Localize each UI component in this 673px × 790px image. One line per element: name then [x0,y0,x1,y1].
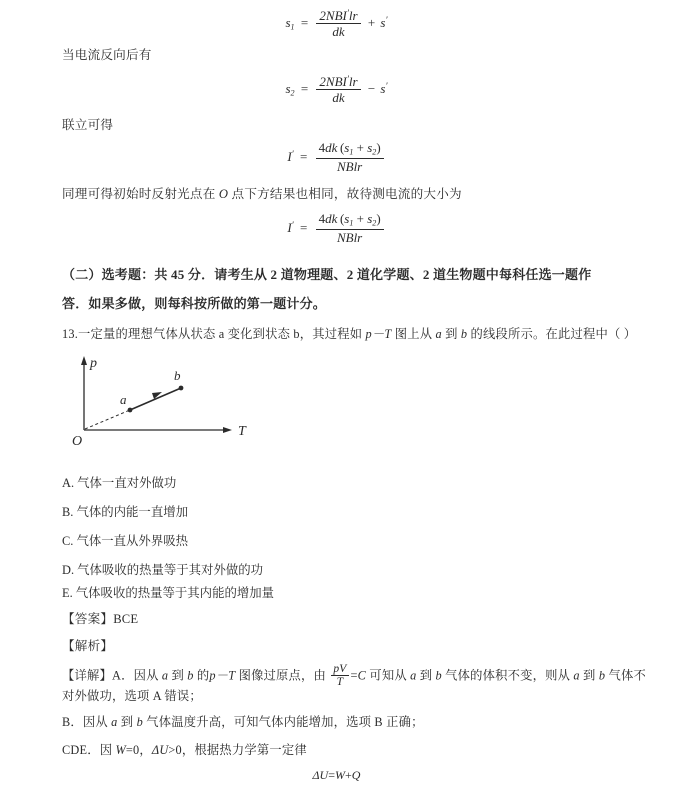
detail-line-2: 对外做功，选项 A 错误； [62,689,202,703]
detail-1p: 气体不 [605,668,646,683]
denominator: NBlr [336,158,363,174]
stem-part-4: 的线段所示。在此过程中（ ） [467,327,637,341]
formula-s1-tail: s′ [380,15,388,31]
detail-1l: 气体的体积不变，则从 [441,668,574,683]
denominator: NBlr [336,229,363,245]
detail-line-3 [62,716,424,728]
option-A-text: 气体一直对外做功 [77,476,177,490]
option-B[interactable] [62,502,188,520]
var-a: a [111,715,118,729]
numerator: 4dk $(s_1 + s_2)$ [316,141,384,158]
option-C-letter: C. [62,534,74,548]
plus-sign: + [345,768,352,782]
var-b: b [598,668,606,683]
option-E-text: 气体吸收的热量等于其内能的增加量 [75,586,275,600]
formula-I-prime-2 [0,213,673,244]
point-label-a: a [120,392,127,407]
text-before: 同理可得初始时反射光点在 [62,187,219,201]
option-E[interactable] [62,583,274,601]
detail-1j: 到 [416,668,436,683]
fraction [316,9,360,38]
question-13-stem [62,328,636,340]
minus-sign: − [367,81,376,97]
detail-1c: 到 [168,668,188,683]
var-b: b [136,715,143,729]
denominator: dk [332,24,345,40]
point-O-var: O [218,187,229,201]
detail-4a: CDE．因 [62,743,116,757]
detail-3c: 到 [117,715,137,729]
option-C[interactable] [62,531,188,549]
graph-axes-label: p－T [365,327,392,341]
var-a: a [410,668,417,683]
fraction [316,212,384,243]
inline-fraction-pV-over-T [331,663,348,688]
state-b-var: b [460,327,468,341]
numerator: 2NBI′lr [316,9,360,24]
detail-line-1 [62,664,646,689]
detail-1g: 图像过原点，由 [235,668,330,683]
numerator: 4dk $(s_1 + s_2)$ [316,212,384,229]
detail-4b: =0， [125,743,152,757]
numerator: 2NBI′lr [316,75,360,90]
question-number: 13. [62,327,78,341]
var-b: b [187,668,194,683]
var-a: a [161,668,169,683]
denominator: T [336,675,344,688]
detail-line-4 [62,744,307,756]
detail-3a: B．因从 [62,715,112,729]
formula-lhs: I′ [287,148,294,164]
delta-U: ΔU [312,768,329,782]
stem-part-1: 一定量的理想气体从状态 a 变化到状态 b，其过程如 [77,327,366,341]
formula-I-prime-1 [0,142,673,173]
axis-label-T: T [238,424,246,439]
option-B-letter: B. [62,505,74,519]
paragraph-current-reversed: 当电流反向后有 [62,48,152,62]
detail-3e: 气体温度升高，可知气体内能增加，选项 B 正确； [142,715,424,729]
fraction [316,75,360,104]
origin-label-O: O [72,434,83,449]
detail-1a: A．因从 [112,668,162,683]
constant-C: C [357,668,367,683]
equals-sign: = [300,81,309,97]
formula-lhs: I′ [287,219,294,235]
answer-value: BCE [113,612,139,626]
var-W: W [115,743,126,757]
analysis-label: 【解析】 [62,639,114,653]
equals-sign: = [350,668,358,683]
paragraph-combine: 联立可得 [62,118,114,132]
detail-label: 【详解】 [62,668,112,683]
option-D[interactable] [62,560,263,578]
equals-sign: = [299,148,308,164]
option-B-text: 气体的内能一直增加 [76,505,188,519]
paragraph-same-result [62,188,462,201]
option-D-letter: D. [62,563,75,577]
detail-1e: 的 [193,668,210,683]
var-a: a [573,668,580,683]
formula-s2 [0,76,673,105]
option-A-letter: A. [62,476,75,490]
numerator: pV [333,662,347,675]
formula-first-law [0,766,673,784]
fraction [316,141,384,172]
p-T-graph-figure [70,352,285,452]
var-delta-U: ΔU [151,743,169,757]
formula-s1 [0,10,673,39]
equals-sign: = [299,219,308,235]
var-W: W [335,768,346,782]
equals-sign: = [300,15,309,31]
state-a-var: a [435,327,442,341]
formula-s2-lhs: $s_2$ [285,81,295,98]
formula-s1-lhs: $s_1$ [285,15,295,32]
axis-label-p: p [90,356,97,371]
denominator: dk [332,90,345,106]
var-b: b [435,668,442,683]
formula-s2-tail: s′ [380,81,388,97]
detail-1h: 可知从 [366,668,411,683]
option-D-text: 气体吸收的热量等于其对外做的功 [77,563,264,577]
answer-row [62,613,138,626]
stem-part-2: 图上从 [391,327,436,341]
answer-label: 【答案】 [62,612,114,626]
stem-part-3: 到 [441,327,461,341]
detail-4c: >0，根据热力学第一定律 [168,743,307,757]
option-E-letter: E. [62,586,73,600]
option-A[interactable] [62,473,176,491]
var-Q: Q [351,768,361,782]
graph-axes-label: p－T [209,668,236,683]
point-label-b: b [174,368,181,383]
detail-1n: 到 [579,668,599,683]
plus-sign: + [367,15,376,31]
equals-sign: = [328,768,336,782]
section-header-line2: 答．如果多做，则每科按所做的第一题计分。 [62,296,327,311]
text-after: 点下方结果也相同，故待测电流的大小为 [228,187,462,201]
option-C-text: 气体一直从外界吸热 [76,534,188,548]
section-header-line1: （二）选考题：共 45 分．请考生从 2 道物理题、2 道化学题、2 道生物题中每科任选一题作 [62,267,592,282]
